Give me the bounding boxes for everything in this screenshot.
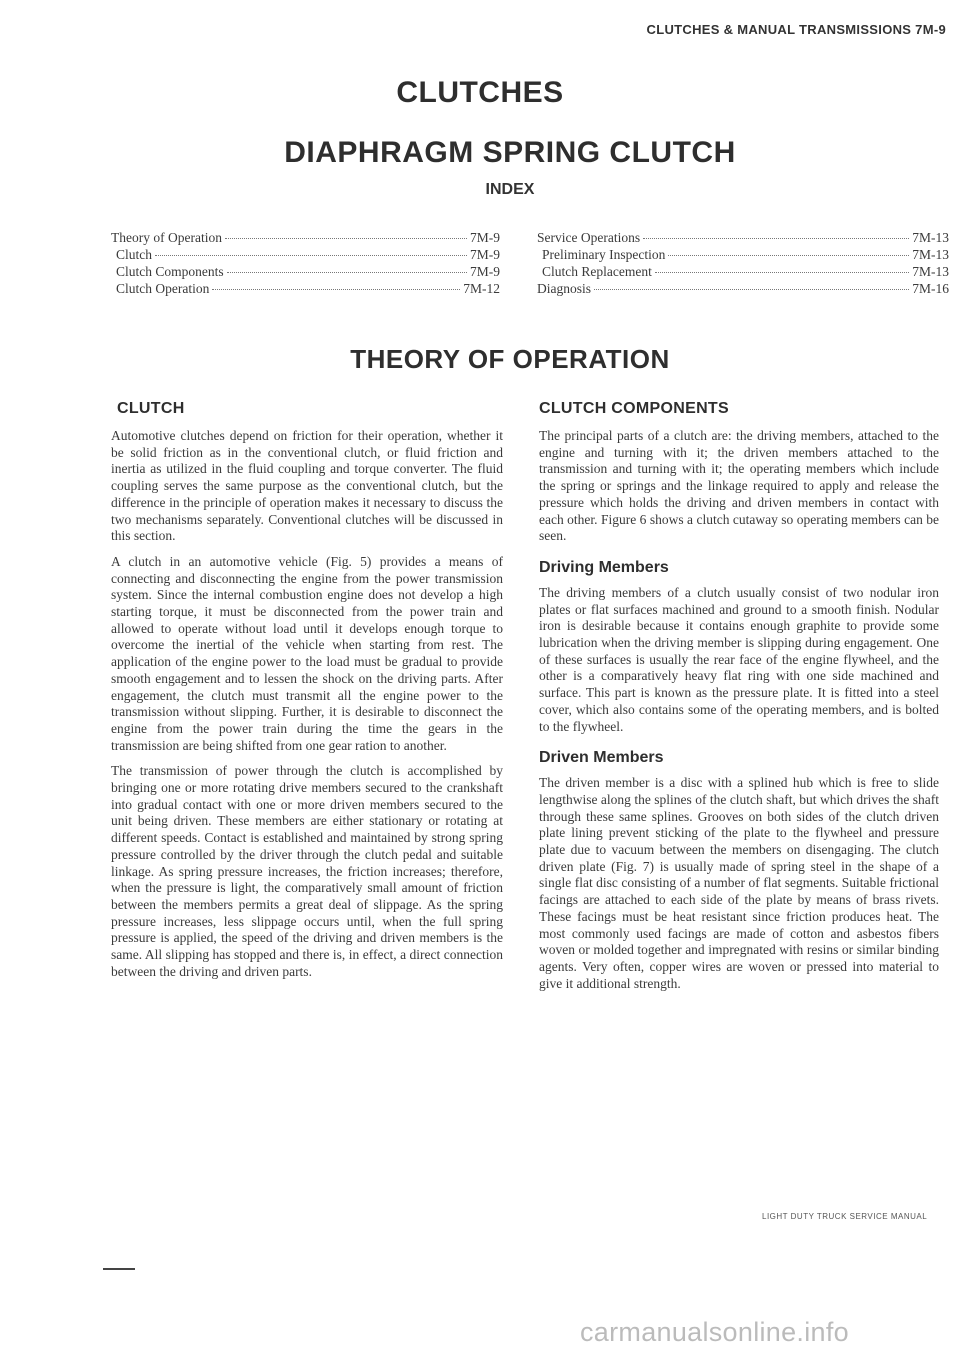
index-entry: [537, 246, 949, 263]
index-entry-label: Clutch Components: [116, 264, 224, 279]
index-entry-page: 7M-16: [912, 281, 949, 296]
body-paragraph: A clutch in an automotive vehicle (Fig. 5) provides a means of connecting and disconnecting the engine from the power transmission system. Since the internal combustion engine does not develop a high starting torque, it must be disconnected from the power train and allowed to operate without load until it develops enough torque to overcome the inertial of the vehicle when starting from rest. The application of the engine power to the load must be gradual to provide smooth engagement and to lessen the shock on the driving parts. After engagement, the clutch must transmit all the engine power to the transmission without slipping. Further, it is desirable to disconnect the engine from the power train during the time the gears in the transmission are being shifted from one gear ration to another.: [111, 553, 503, 753]
clutch-heading: CLUTCH: [117, 400, 185, 417]
page-edge-mark: [103, 1268, 135, 1270]
dot-leader: [668, 255, 909, 256]
clutch-components-heading: CLUTCH COMPONENTS: [539, 400, 729, 417]
index-entry-label: Service Operations: [537, 230, 641, 245]
index-entry-page: 7M-12: [463, 281, 500, 296]
index-entry: [111, 280, 500, 297]
index-list-right: [537, 229, 949, 297]
index-entry-page: 7M-9: [470, 230, 500, 245]
left-column: [111, 400, 503, 990]
body-paragraph: Automotive clutches depend on friction for their operation, whether it be solid friction as in the conventional clutch, or fluid friction and inertia as utilized in the fluid coupling and torque converter. The fluid coupling serves the same purpose as the conventional clutch, but the difference in the principle of operation makes it necessary to discuss the two mechanisms separately. Conventional clutches will be discussed in this section.: [111, 428, 503, 544]
index-entry-page: 7M-13: [912, 264, 949, 279]
index-entry: [111, 246, 500, 263]
section-heading: THEORY OF OPERATION: [350, 344, 670, 374]
body-paragraph: The driving members of a clutch usually consist of two nodular iron plates or flat surfaces machined and ground to a smooth finish. Nodular iron is desirable because it contains enough graphite to provide some lubrication when the driving member is slipping during engagement. One of these surfaces is usually the rear face of the engine flywheel, and the other is a comparatively heavy flat ring with one side machined and surface. This part is known as the pressure plate. It is fitted into a steel cover, which also contains some of the operating members, and is bolted to the flywheel.: [539, 584, 939, 734]
index-entry: [537, 280, 949, 297]
watermark: carmanualsonline.info: [580, 1317, 849, 1347]
dot-leader: [594, 289, 909, 290]
index-entry-page: 7M-9: [470, 247, 500, 262]
index-entry-label: Clutch Replacement: [542, 264, 652, 279]
driven-members-heading: Driven Members: [539, 749, 664, 767]
running-head: CLUTCHES & MANUAL TRANSMISSIONS 7M-9: [646, 22, 946, 37]
manual-footer: LIGHT DUTY TRUCK SERVICE MANUAL: [762, 1212, 928, 1221]
index-entry-page: 7M-9: [470, 264, 500, 279]
index-entry-page: 7M-13: [912, 247, 949, 262]
index-entry-label: Clutch Operation: [116, 281, 210, 296]
index-entry: [537, 229, 949, 246]
dot-leader: [225, 238, 467, 239]
index-heading: INDEX: [485, 181, 535, 198]
dot-leader: [655, 272, 909, 273]
index-entry: [537, 263, 949, 280]
index-entry-label: Preliminary Inspection: [542, 247, 666, 262]
dot-leader: [643, 238, 909, 239]
index-entry-page: 7M-13: [912, 230, 949, 245]
index-entry-label: Diagnosis: [537, 281, 591, 296]
index-list-left: [111, 229, 500, 297]
dot-leader: [155, 255, 467, 256]
index-entry-label: Clutch: [116, 247, 152, 262]
index-entry: [111, 229, 500, 246]
body-paragraph: The transmission of power through the clutch is accomplished by bringing one or more rotating drive members secured to the crankshaft into gradual contact with one or more driven members secured to the unit being driven. These members are either stationary or rotating at different speeds. Contact is established and maintained by strong spring pressure controlled by the driver through the clutch pedal and suitable linkage. As spring pressure increases, the friction increases; therefore, when the pressure is light, the comparatively small amount of friction between the members permits a great deal of slippage. As the spring pressure increases, less slippage occurs until, when the full spring pressure is applied, the speed of the driving and driven members is the same. All slipping has stopped and there is, in effect, a direct connection between the driving and driven parts.: [111, 763, 503, 979]
driving-members-heading: Driving Members: [539, 558, 669, 576]
dot-leader: [212, 289, 460, 290]
index-entry: [111, 263, 500, 280]
body-paragraph: The principal parts of a clutch are: the driving members, attached to the engine and turning with it; the driven members attached to the transmission and turning with it; the operating members which include the spring or springs and the linkage required to apply and release the pressure which holds the driving and driven members in contact with each other. Figure 6 shows a clutch cutaway so operating members can be seen.: [539, 428, 939, 544]
dot-leader: [227, 272, 467, 273]
body-paragraph: The driven member is a disc with a splined hub which is free to slide lengthwise along the splines of the clutch shaft, but which drives the shaft through these same splines. Grooves on both sides of the clutch driven plate lining prevent sticking of the plate to the flywheel and pressure plate due to vacuum between the members on disengaging. The clutch driven plate (Fig. 7) is usually made of spring steel in the shape of a single flat disc consisting of a number of flat segments. Suitable frictional facings are attached to each side of the plate by means of brass rivets. These facings must be heat resistant since friction produces heat. The most commonly used facings are made of cotton and asbestos fibers woven or molded together and impregnated with resins or similar binding agents. Very often, copper wires are woven or pressed into material to give it additional strength.: [539, 775, 939, 991]
right-column: [539, 400, 939, 1001]
section-subtitle: DIAPHRAGM SPRING CLUTCH: [284, 136, 736, 169]
index-entry-label: Theory of Operation: [111, 230, 222, 245]
chapter-title: CLUTCHES: [396, 76, 564, 109]
